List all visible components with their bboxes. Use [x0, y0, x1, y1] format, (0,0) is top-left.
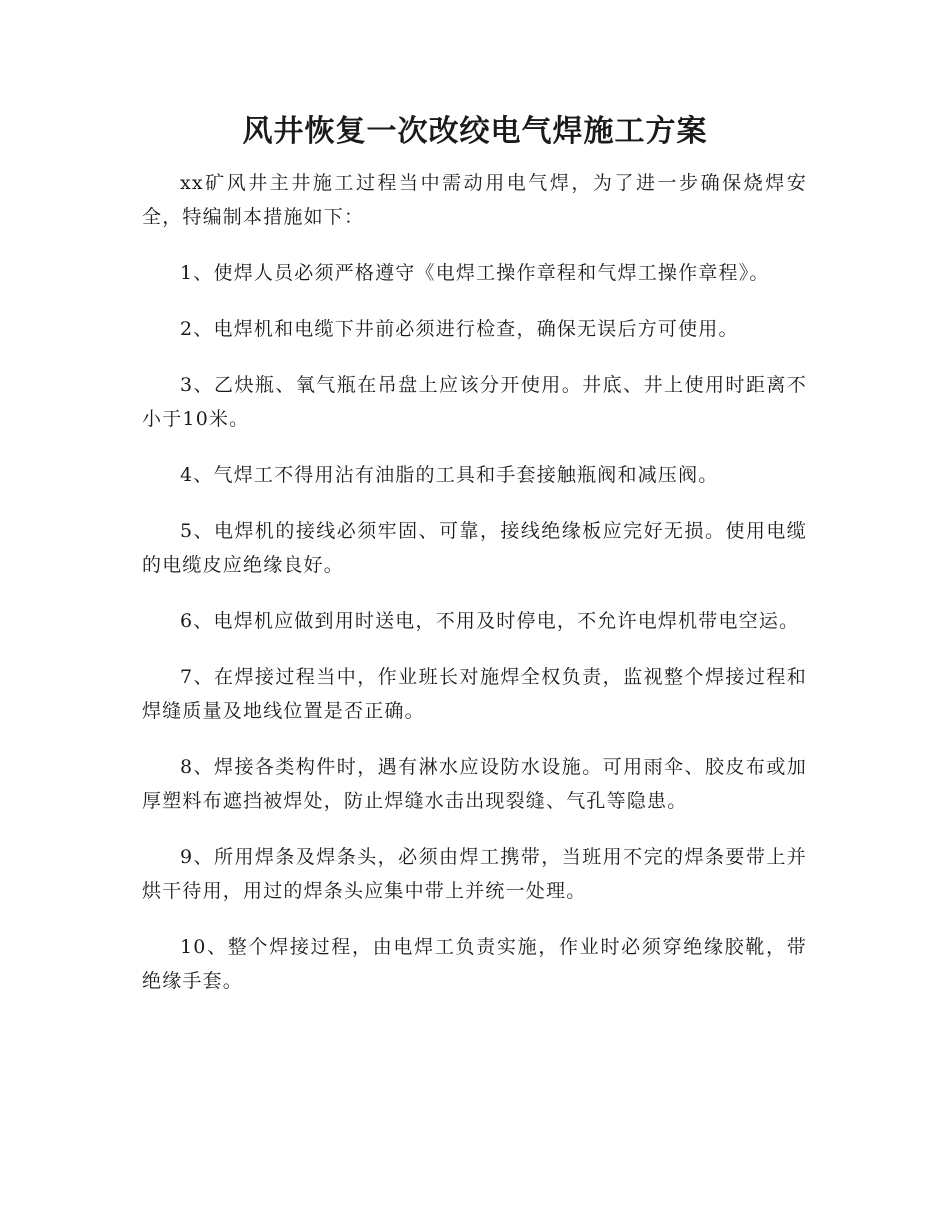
rule-10-paragraph: 10、整个焊接过程，由电焊工负责实施，作业时必须穿绝缘胶靴，带绝缘手套。 [142, 936, 807, 992]
document-body [142, 166, 807, 998]
rule-7-paragraph: 7、在焊接过程当中，作业班长对施焊全权负责，监视整个焊接过程和焊缝质量及地线位置是否正确。 [142, 666, 807, 722]
rule-5-paragraph: 5、电焊机的接线必须牢固、可靠，接线绝缘板应完好无损。使用电缆的电缆皮应绝缘良好。 [142, 520, 807, 576]
intro-paragraph: xx矿风井主井施工过程当中需动用电气焊，为了进一步确保烧焊安全，特编制本措施如下： [142, 172, 807, 228]
rule-9-paragraph: 9、所用焊条及焊条头，必须由焊工携带，当班用不完的焊条要带上并烘干待用，用过的焊条头应集中带上并统一处理。 [142, 846, 807, 902]
rule-6-paragraph: 6、电焊机应做到用时送电，不用及时停电，不允许电焊机带电空运。 [180, 610, 800, 632]
document-title: 风井恢复一次改绞电气焊施工方案 [242, 114, 708, 149]
rule-4-paragraph: 4、气焊工不得用沾有油脂的工具和手套接触瓶阀和减压阀。 [180, 464, 719, 486]
rule-2-paragraph: 2、电焊机和电缆下井前必须进行检查，确保无误后方可使用。 [180, 318, 739, 340]
rule-3-paragraph: 3、乙炔瓶、氧气瓶在吊盘上应该分开使用。井底、井上使用时距离不小于10米。 [142, 374, 807, 430]
rule-8-paragraph: 8、焊接各类构件时，遇有淋水应设防水设施。可用雨伞、胶皮布或加厚塑料布遮挡被焊处，防止焊缝水击出现裂缝、气孔等隐患。 [142, 756, 807, 812]
rule-1-paragraph: 1、使焊人员必须严格遵守《电焊工操作章程和气焊工操作章程》。 [180, 262, 770, 284]
